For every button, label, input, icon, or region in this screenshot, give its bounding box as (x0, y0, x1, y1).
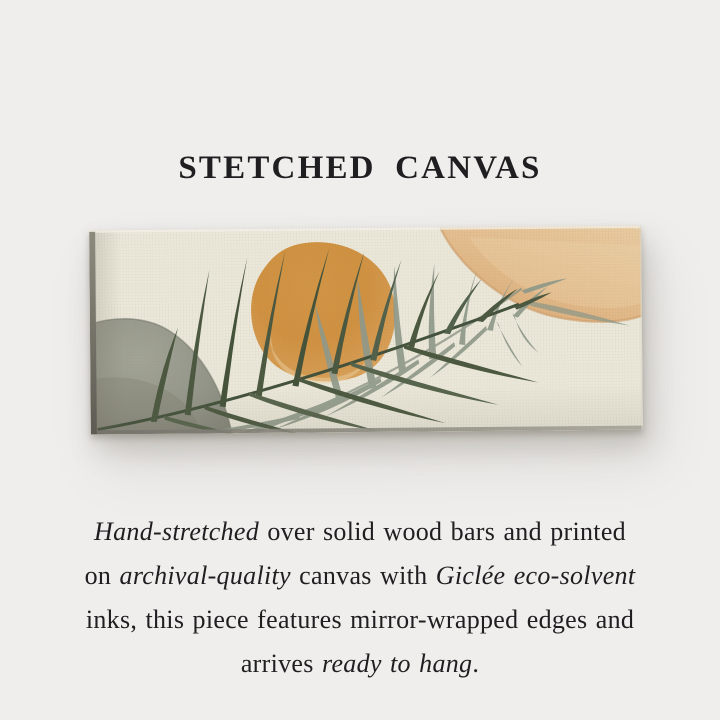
description-line (40, 510, 680, 554)
description-italic-segment: Giclée eco-solvent (435, 561, 636, 590)
description-segment: on (84, 561, 120, 590)
description-segment: canvas with (290, 561, 436, 590)
description-segment: inks, this piece features mirror-wrapped edges and (85, 605, 635, 634)
canvas-mockup (89, 226, 643, 435)
description-segment: over solid wood bars and printed (259, 517, 626, 546)
canvas-artwork (89, 226, 643, 435)
description-italic-segment: ready to hang (321, 649, 473, 678)
page-title: STETCHED CANVAS (178, 150, 542, 187)
description-line (40, 554, 680, 598)
description-line (40, 642, 680, 686)
description-line (40, 598, 680, 642)
description-segment: . (472, 649, 480, 678)
description-italic-segment: Hand-stretched (94, 517, 260, 546)
description-italic-segment: archival-quality (119, 561, 291, 590)
product-description (40, 510, 680, 686)
description-segment: arrives (240, 649, 322, 678)
